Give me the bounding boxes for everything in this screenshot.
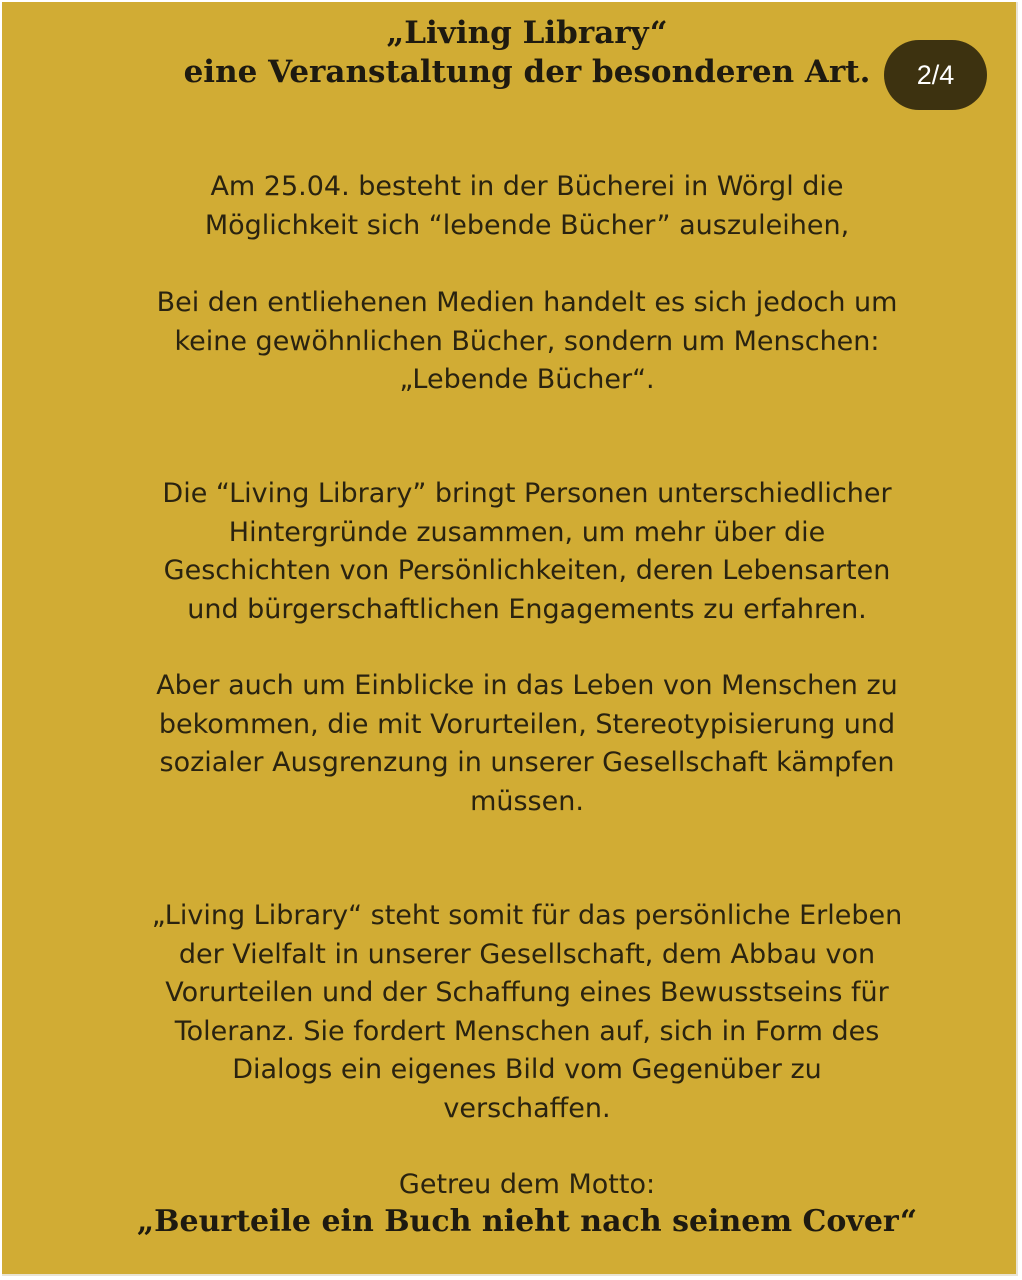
text-line: der Vielfalt in unserer Gesellschaft, dem Abbau von [178,938,876,970]
text-line: Dialogs ein eigenes Bild vom Gegenüber zu [232,1054,822,1085]
paragraph-media [22,284,1022,400]
text-line: bekommen, die mit Vorurteilen, Stereotypisierung und [158,708,896,740]
text-line: Aber auch um Einblicke in das Leben von Menschen zu [156,670,898,701]
text-line: Die “Living Library” bringt Personen unterschiedlicher [162,478,892,509]
text-line: Hintergründe zusammen, um mehr über die [228,516,826,548]
motto-intro [22,1166,1022,1205]
motto-quote: „Beurteile ein Buch nieht nach seinem Cover“ [136,1204,918,1239]
text-line: Vorurteilen und der Schaffung eines Bewusstseins für [165,977,889,1008]
text-line: Getreu dem Motto: [398,1169,656,1200]
text-line: Toleranz. Sie fordert Menschen auf, sich in Form des [174,1015,880,1047]
event-title: „Living Library“ [386,15,668,51]
slide-counter-badge: 2/4 [884,40,987,110]
paragraph-date [22,168,1022,245]
text-line: Geschichten von Persönlichkeiten, deren Lebensarten [163,555,891,586]
event-subtitle: eine Veranstaltung der besonderen Art. [183,54,871,90]
paragraph-purpose [22,897,1022,1128]
paragraph-concept [22,475,1022,629]
text-line: verschaffen. [443,1092,611,1124]
text-line: und bürgerschaftlichen Engagements zu erfahren. [187,593,867,625]
text-line: Am 25.04. besteht in der Bücherei in Wörgl die [210,171,844,202]
text-line: Möglichkeit sich “lebende Bücher” auszuleihen, [204,209,850,241]
story-slide [2,2,1018,1276]
text-line: sozialer Ausgrenzung in unserer Gesellschaft kämpfen [159,747,895,778]
text-line: „Living Library“ steht somit für das persönliche Erleben [151,900,903,931]
text-line: müssen. [470,785,584,817]
text-line: „Lebende Bücher“. [399,364,655,395]
text-line: Bei den entliehenen Medien handelt es sich jedoch um [156,287,898,318]
text-line: keine gewöhnlichen Bücher, sondern um Menschen: [174,325,880,357]
paragraph-insights [22,667,1022,821]
